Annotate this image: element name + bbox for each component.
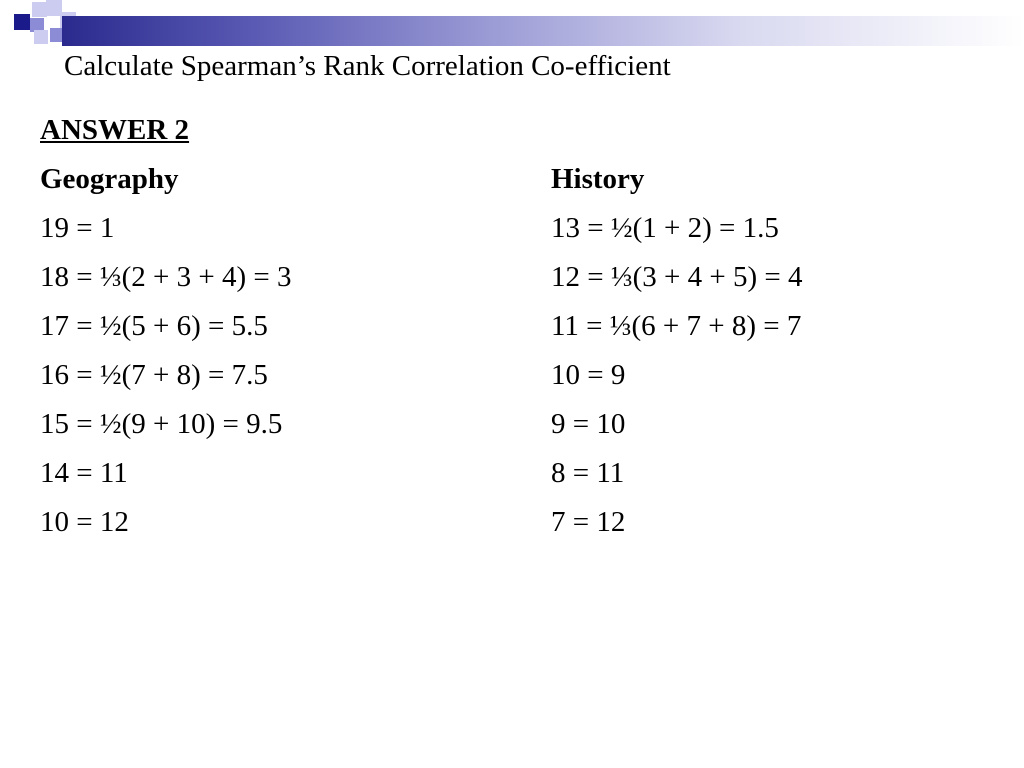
rank-row [40,306,802,355]
slide-body [40,110,803,551]
slide-title: Calculate Spearman’s Rank Correlation Co-efficient [64,50,671,82]
decor-square [34,30,48,44]
rank-row [40,502,626,551]
history-rank: 13 = ½(1 + 2) = 1.5 [551,212,779,244]
history-rank: 12 = ⅓(3 + 4 + 5) = 4 [551,261,803,293]
column-headers [40,159,645,208]
history-rank: 9 = 10 [551,408,626,440]
answer-heading: ANSWER 2 [40,114,190,146]
decor-square [14,14,30,30]
history-rank: 7 = 12 [551,506,626,538]
rank-row [40,355,626,404]
rank-row [40,404,626,453]
history-rank: 8 = 11 [551,457,625,489]
geography-rank: 19 = 1 [40,212,115,244]
title-gradient-bar [62,16,1024,46]
geography-rank: 16 = ½(7 + 8) = 7.5 [40,359,268,391]
geography-rank: 10 = 12 [40,506,129,538]
geography-rank: 15 = ½(9 + 10) = 9.5 [40,408,283,440]
history-header: History [551,163,645,195]
rank-row [40,208,779,257]
history-rank: 10 = 9 [551,359,626,391]
history-rank: 11 = ⅓(6 + 7 + 8) = 7 [551,310,802,342]
decor-square [32,2,47,17]
geography-header: Geography [40,163,179,195]
geography-rank: 17 = ½(5 + 6) = 5.5 [40,310,268,342]
geography-rank: 18 = ⅓(2 + 3 + 4) = 3 [40,261,292,293]
geography-rank: 14 = 11 [40,457,128,489]
rank-row [40,453,625,502]
rank-row [40,257,803,306]
